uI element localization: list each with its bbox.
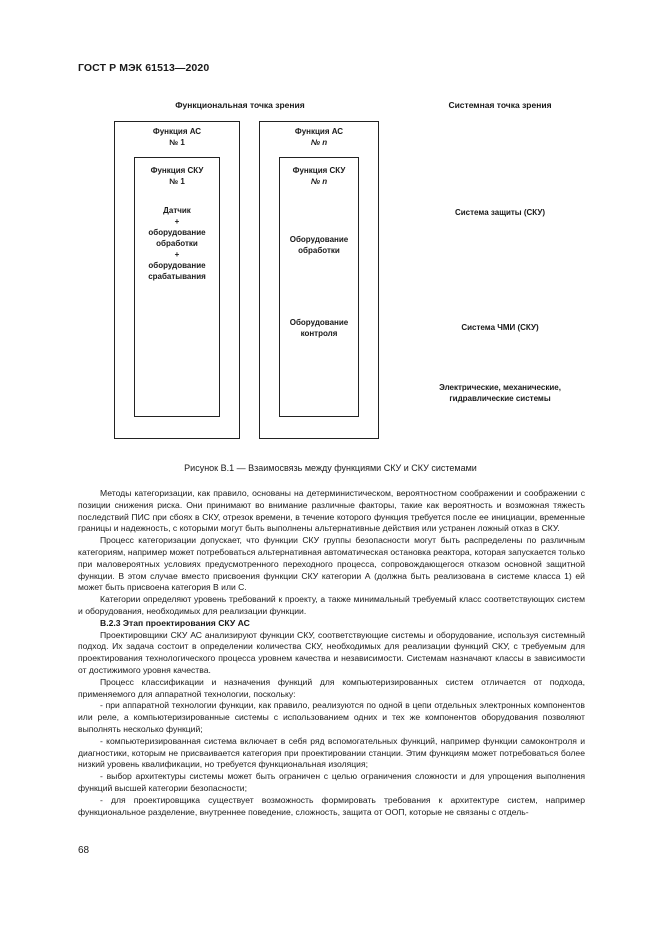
equipment-line-6: оборудование bbox=[148, 261, 206, 270]
list-item: - выбор архитектуры системы может быть ограничен с целью ограничения сложности и для упрощения выполнения функций высшей категории безопасности; bbox=[78, 771, 585, 793]
sku-function-1-number: № 1 bbox=[169, 177, 185, 186]
processing-line-2: обработки bbox=[298, 246, 340, 255]
equipment-line-1: Датчик bbox=[163, 206, 191, 215]
equipment-line-4: обработки bbox=[156, 239, 198, 248]
sku-function-1-label: Функция СКУ bbox=[150, 166, 204, 175]
hmi-system-label: Система ЧМИ (СКУ) bbox=[461, 323, 539, 332]
paragraph: Процесс классификации и назначения функций для компьютеризированных систем отличается от подхода, применяемого для аппаратной технологии, поскольку: bbox=[78, 676, 585, 699]
as-function-1-label: Функция АС bbox=[152, 127, 202, 136]
electrical-systems-line-1: Электрические, механические, bbox=[439, 383, 561, 392]
system-view-title: Системная точка зрения bbox=[448, 100, 552, 110]
list-item: - компьютеризированная система включает в себя ряд вспомогательных функций, например функции самоконтроля и диагностики, которым не присваивается категория при проектировании станции. Этим функциям может потребоваться более низкий уровень квалификации, но требуется функциональная изоляция; bbox=[78, 735, 585, 770]
sku-function-n-label: Функция СКУ bbox=[292, 166, 346, 175]
as-function-n-number: № n bbox=[310, 138, 328, 147]
sku-function-n-number: № n bbox=[310, 177, 328, 186]
paragraph: Проектировщики СКУ АС анализируют функции СКУ, соответствующие системы и оборудование, используя системный подход. Их задача состоит в определении количества СКУ, необходимых для реализации функций СКУ, с требуемым для проектирования технологического процесса уровнем качества и независимости. Системам назначают классы в зависимости от достижимого уровня качества. bbox=[78, 629, 585, 675]
page-number: 68 bbox=[78, 845, 90, 856]
protection-system-label: Система защиты (СКУ) bbox=[454, 208, 545, 217]
section-heading: В.2.3 Этап проектирования СКУ АС bbox=[100, 617, 250, 628]
list-item: - при аппаратной технологии функции, как правило, реализуются по одной в цепи отдельных электронных компонентов или реле, а компьютеризированные системы с использованием одних и тех же компонентов оборудования позволяют выполнять несколько функций; bbox=[78, 700, 585, 734]
electrical-systems-line-2: гидравлические системы bbox=[449, 394, 551, 403]
document-header: ГОСТ Р МЭК 61513—2020 bbox=[78, 62, 210, 74]
sku-function-n-box bbox=[279, 157, 359, 417]
body-text bbox=[78, 488, 585, 818]
figure-caption: Рисунок В.1 — Взаимосвязь между функциями СКУ и СКУ системами bbox=[184, 463, 477, 473]
sku-function-1-box bbox=[134, 157, 220, 417]
paragraph: Процесс категоризации допускает, что функции СКУ группы безопасности могут быть распределены по различным категориям, например может потребоваться альтернативная автоматическая остановка реактора, которая запускается только при маловероятных условиях предусмотренного переходного процесса, сопровождающегося отказом основной защитной функции. В этом случае вместо присвоения функции СКУ категории А (должна быть реализована в системе класса 1) ей может быть присвоена категория В или С. bbox=[78, 535, 585, 593]
equipment-line-5: + bbox=[174, 250, 180, 259]
control-line-1: Оборудование bbox=[289, 318, 349, 327]
control-line-2: контроля bbox=[300, 329, 338, 338]
list-item: - для проектировщика существует возможность формировать требования к архитектуре систем, например функциональное разделение, внутреннее поведение, сложность, защита от ООП, которые не связаны с отдель- bbox=[78, 794, 585, 817]
equipment-line-3: оборудование bbox=[148, 228, 206, 237]
functional-view-title: Функциональная точка зрения bbox=[175, 100, 305, 110]
equipment-line-7: срабатывания bbox=[148, 272, 206, 281]
as-function-1-number: № 1 bbox=[169, 138, 185, 147]
equipment-line-2: + bbox=[174, 217, 180, 226]
paragraph: Методы категоризации, как правило, основаны на детерминистическом, вероятностном соображении и соображении с позиции снижения риска. Они принимают во внимание различные факторы, такие как вероятность и возможная тяжесть последствий ПИС при сбоях в СКУ, отрезок времени, в течение которого функция требуется после ее инициации, временные границы и надежность, с которыми могут быть выполнены альтернативные действия или устранен ложный отказ в СКУ. bbox=[78, 488, 585, 534]
as-function-n-label: Функция АС bbox=[294, 127, 344, 136]
paragraph: Категории определяют уровень требований к проекту, а также минимальный требуемый класс соответствующих систем и оборудования, необходимых для реализации функции. bbox=[78, 594, 585, 616]
processing-line-1: Оборудование bbox=[289, 235, 349, 244]
